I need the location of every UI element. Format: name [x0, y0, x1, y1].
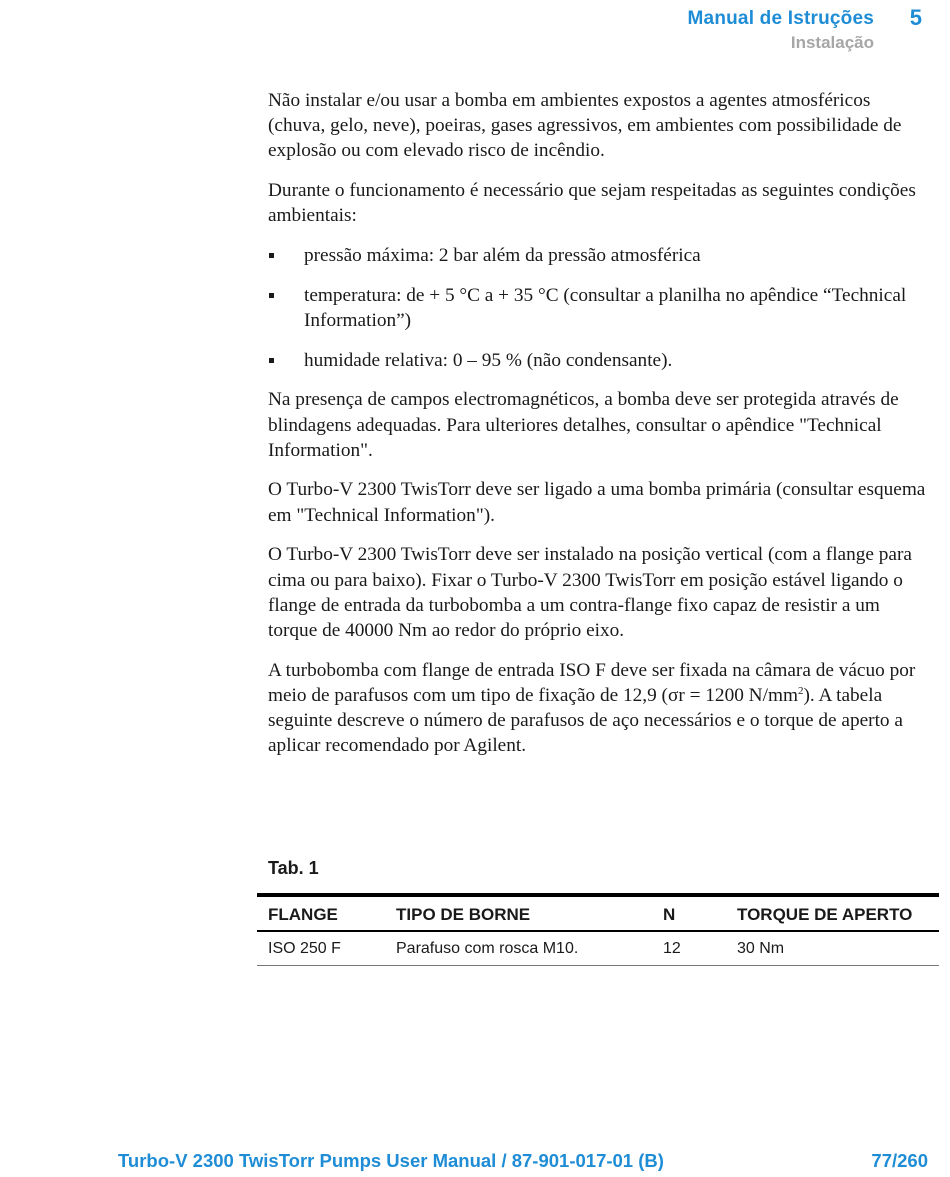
chapter-number: 5	[909, 5, 922, 30]
column-header-flange: FLANGE	[268, 905, 338, 924]
header-title: Manual de Istruções	[687, 8, 874, 29]
paragraph-screws: A turbobomba com flange de entrada ISO F deve ser fixada na câmara de vácuo por meio de parafusos com um tipo de fixação de 12,9 (σr = 1200 $N/mm^2$). A tabela seguinte descreve o número de parafusos de aço necessários e o torque de aperto a aplicar recomendado por Agilent.	[268, 659, 916, 757]
footer-page-number: 77/260	[871, 1150, 928, 1171]
column-header-n: N	[663, 905, 676, 924]
paragraph-weather-warning: Não instalar e/ou usar a bomba em ambientes expostos a agentes atmosféricos (chuva, gelo, neve), poeiras, gases agressivos, em ambientes com possibilidade de explosão ou com elevado risco de incêndio.	[268, 90, 902, 162]
conditions-list	[268, 243, 928, 373]
paragraph-mounting: O Turbo-V 2300 TwisTorr deve ser instalado na posição vertical (com a flange para cima ou para baixo). Fixar o Turbo-V 2300 TwisTorr em posição estável ligando o flange de entrada da turbobomba a um contra-flange fixo capaz de resistir a um torque de 40000 Nm ao redor do próprio eixo.	[268, 544, 912, 641]
torque-table	[257, 893, 939, 966]
paragraph-primary-pump: O Turbo-V 2300 TwisTorr deve ser ligado a uma bomba primária (consultar esquema em "Technical Information").	[268, 479, 926, 526]
column-header-torque: TORQUE DE APERTO	[737, 905, 913, 924]
table-cell: 12	[663, 940, 681, 957]
table-cell: Parafuso com rosca M10.	[396, 940, 579, 957]
column-header-type: TIPO DE BORNE	[396, 905, 531, 924]
paragraph-electromagnetic: Na presença de campos electromagnéticos, a bomba deve ser protegida através de blindagens adequadas. Para ulteriores detalhes, consultar o apêndice "Technical Information".	[268, 389, 899, 461]
table-label: Tab. 1	[268, 858, 319, 878]
list-item: pressão máxima: 2 bar além da pressão atmosférica	[268, 243, 928, 268]
bullet-icon	[269, 293, 274, 298]
bullet-icon	[269, 253, 274, 258]
list-item: humidade relativa: 0 – 95 % (não condensante).	[268, 348, 928, 373]
paragraph-environment-conditions: Durante o funcionamento é necessário que sejam respeitadas as seguintes condições ambientais:	[268, 180, 916, 227]
bullet-icon	[269, 358, 274, 363]
table-header-row	[257, 893, 939, 932]
list-item: temperatura: de + 5 °C a + 35 °C (consultar a planilha no apêndice “Technical Information”)	[268, 283, 928, 333]
footer-doc-title: Turbo-V 2300 TwisTorr Pumps User Manual / 87-901-017-01 (B)	[118, 1150, 664, 1171]
table-cell: ISO 250 F	[268, 940, 341, 957]
page-footer	[118, 1150, 928, 1172]
header-subtitle: Instalação	[790, 33, 874, 52]
main-content	[268, 88, 928, 773]
table-row	[257, 932, 939, 966]
table-cell: 30 Nm	[737, 940, 785, 957]
